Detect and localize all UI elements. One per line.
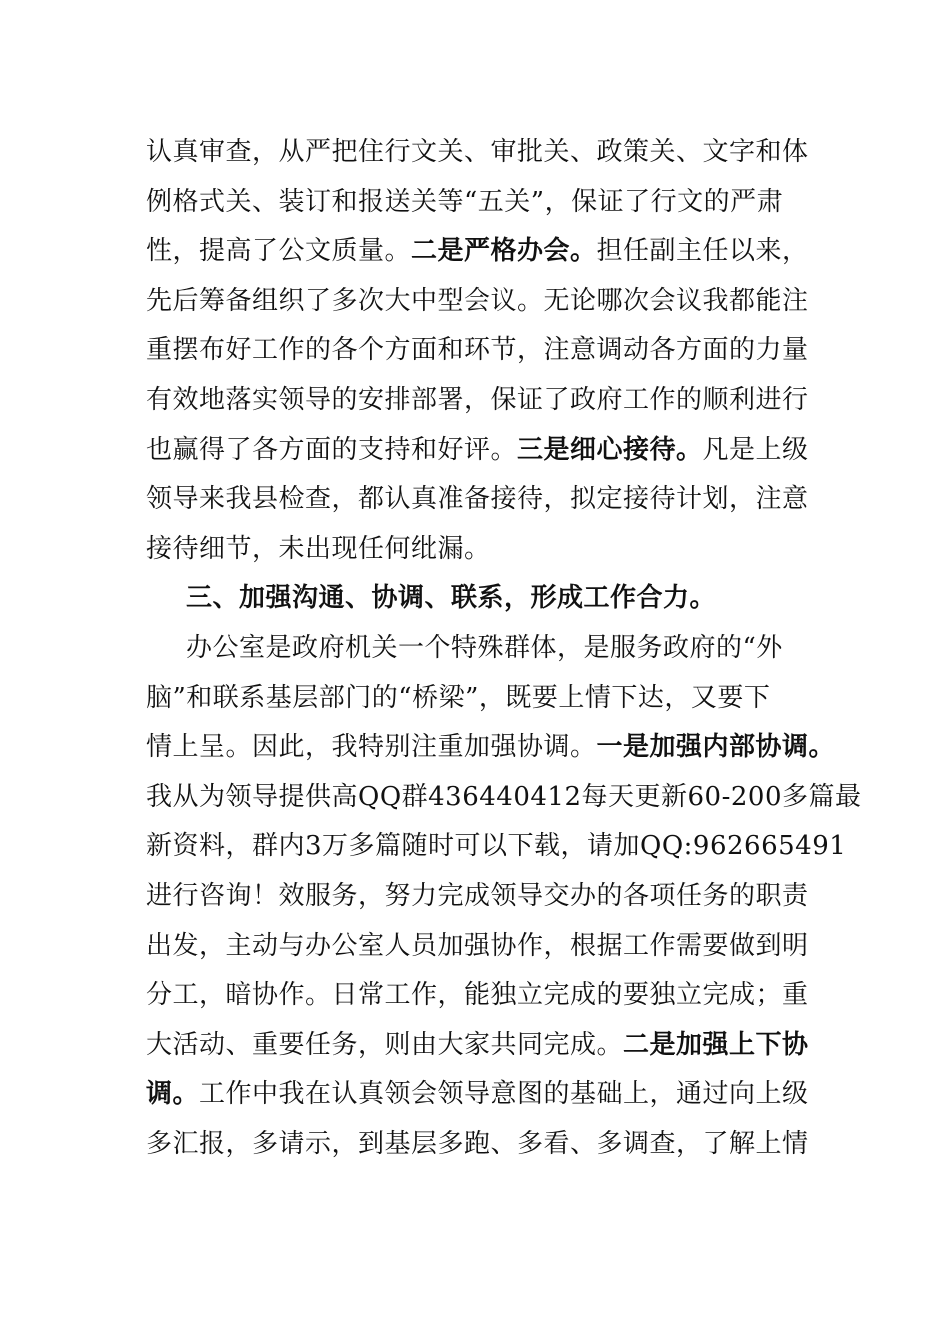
- text-line: [146, 226, 826, 276]
- text-segment: 认真审查，从严把住行文关、审批关、政策关、文字和体: [146, 137, 809, 167]
- bold-text-segment: 三是细心接待。: [517, 434, 703, 465]
- text-segment: 分工，暗协作。日常工作，能独立完成的要独立完成；重: [146, 980, 809, 1011]
- text-segment: 领导来我县检查，都认真准备接待，拟定接待计划，注意: [146, 484, 809, 515]
- text-line: [146, 1069, 826, 1119]
- text-line: [146, 722, 836, 772]
- text-segment: 工作中我在认真领会领导意图的基础上，通过向上级: [199, 1079, 809, 1110]
- text-line: [146, 474, 826, 524]
- text-line: [186, 573, 866, 623]
- text-segment: 凡是上级: [702, 434, 809, 465]
- text-segment: 我从为领导提供高QQ群436440412每天更新60-200多篇最: [146, 781, 862, 812]
- text-segment: 也赢得了各方面的支持和好评。: [146, 434, 518, 465]
- text-segment: 有效地落实领导的安排部署，保证了政府工作的顺利进行: [146, 385, 809, 415]
- text-segment: 先后筹备组织了多次大中型会议。无论哪次会议我都能注: [146, 285, 809, 316]
- text-segment: 例格式关、装订和报送关等“五关”，保证了行文的严肃: [146, 186, 784, 217]
- bold-text-segment: 三、加强沟通、协调、联系，形成工作合力。: [186, 583, 717, 614]
- text-line: [146, 673, 826, 723]
- text-segment: 担任副主任以来，: [596, 236, 809, 267]
- text-segment: 情上呈。因此，我特别注重加强协调。: [146, 732, 597, 763]
- text-line: [146, 1020, 826, 1070]
- text-segment: 新资料，群内3万多篇随时可以下载，请加QQ:962665491: [146, 831, 847, 862]
- text-line: [146, 871, 826, 921]
- text-segment: 进行咨询！效服务，努力完成领导交办的各项任务的职责: [146, 881, 809, 911]
- text-line: [146, 970, 826, 1020]
- text-segment: 大活动、重要任务，则由大家共同完成。: [146, 1029, 624, 1060]
- text-line: [146, 772, 862, 822]
- text-line: [146, 425, 826, 475]
- text-line: [146, 921, 826, 971]
- text-segment: 脑”和联系基层部门的“桥梁”，既要上情下达，又要下: [146, 682, 771, 713]
- text-line: [146, 375, 826, 425]
- text-line: [186, 623, 866, 673]
- text-segment: 接待细节，未出现任何纰漏。: [146, 533, 491, 564]
- bold-text-segment: 一是加强内部协调。: [596, 732, 836, 763]
- text-line: [146, 1119, 826, 1169]
- bold-text-segment: 二是严格办会。: [411, 236, 597, 267]
- text-line: [146, 177, 826, 227]
- bold-text-segment: 调。: [146, 1079, 200, 1110]
- text-segment: 办公室是政府机关一个特殊群体，是服务政府的“外: [186, 633, 783, 663]
- text-segment: 重摆布好工作的各个方面和环节，注意调动各方面的力量: [146, 335, 809, 366]
- text-line: [146, 127, 826, 177]
- text-line: [146, 325, 826, 375]
- text-segment: 出发，主动与办公室人员加强协作，根据工作需要做到明: [146, 930, 809, 961]
- text-segment: 性，提高了公文质量。: [146, 236, 412, 267]
- text-line: [146, 821, 847, 871]
- bold-text-segment: 二是加强上下协: [623, 1029, 809, 1060]
- text-line: [146, 276, 826, 326]
- text-segment: 多汇报，多请示，到基层多跑、多看、多调查，了解上情: [146, 1129, 809, 1159]
- text-line: [146, 524, 826, 574]
